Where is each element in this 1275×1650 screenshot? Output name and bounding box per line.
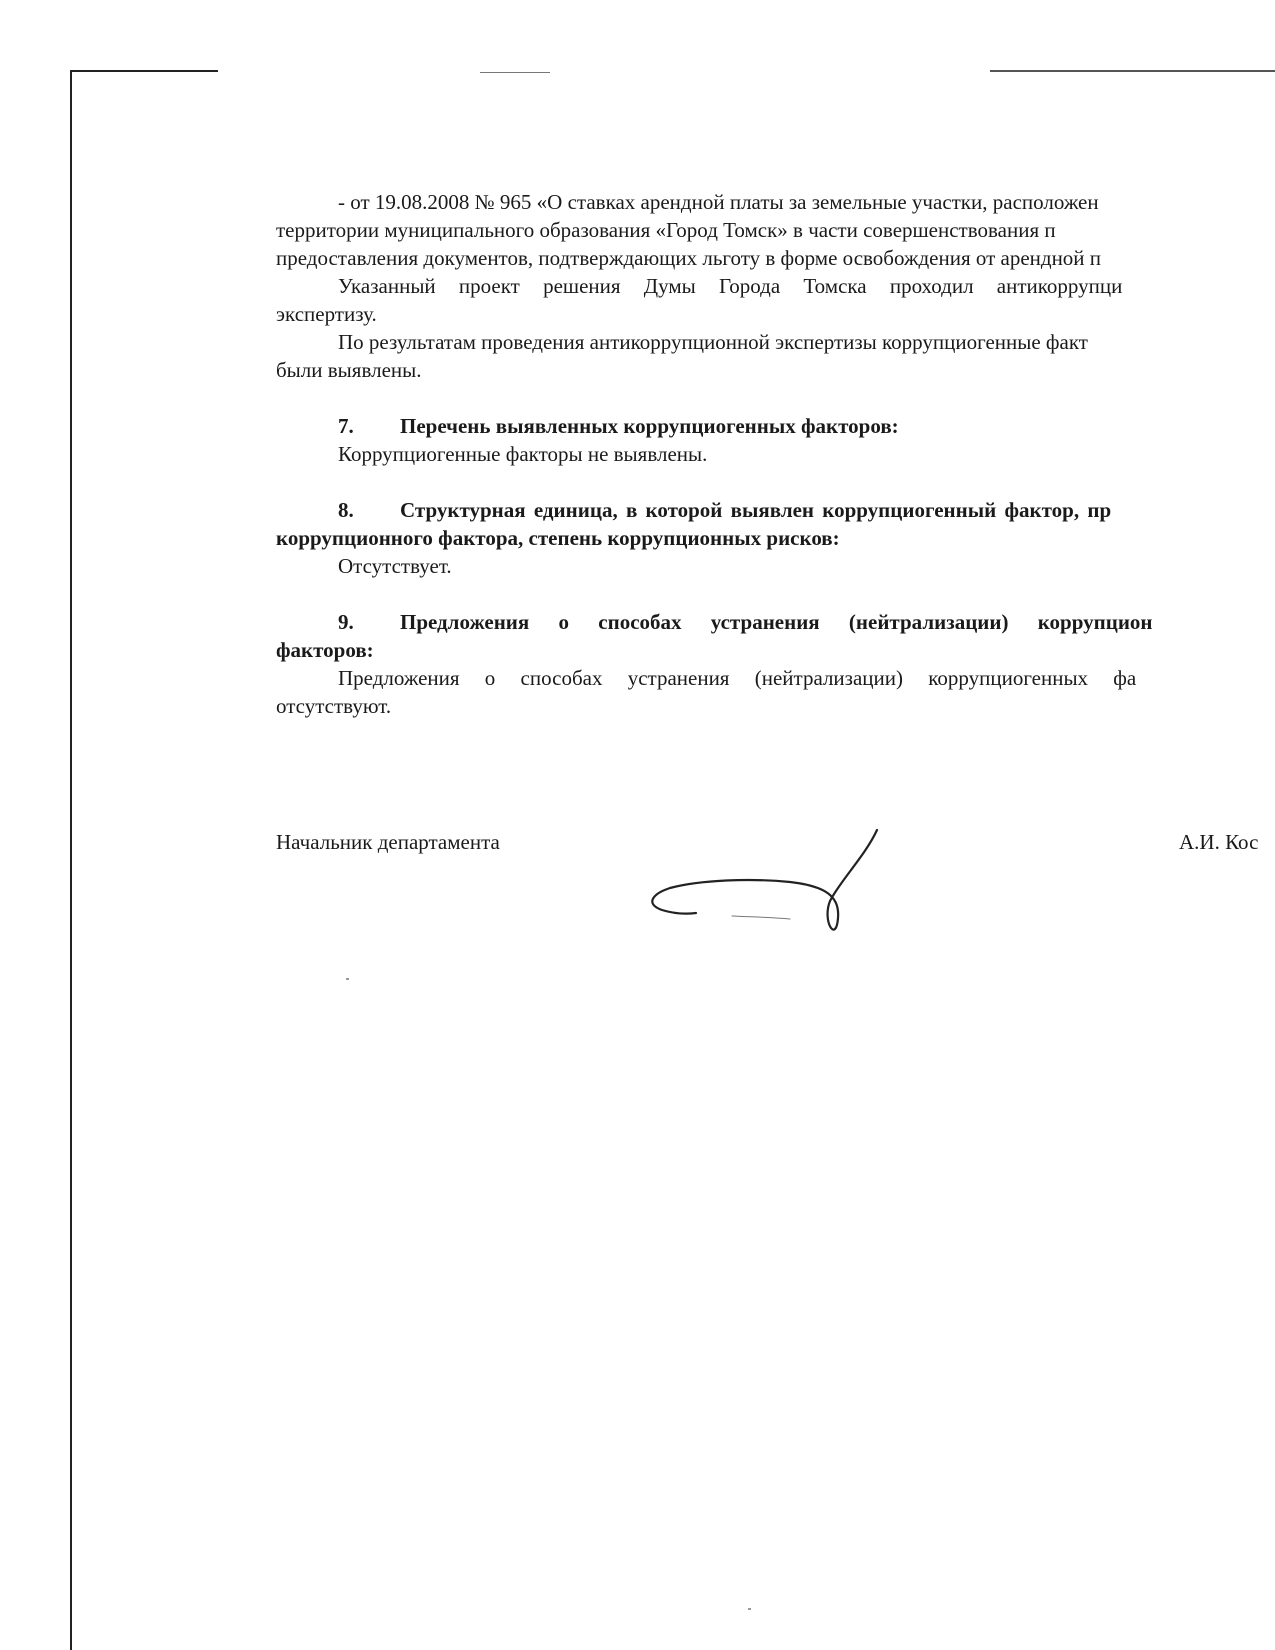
para2-line1: Указанный проект решения Думы Города Томска проходил антикоррупци [338, 274, 1123, 298]
para3-line2: были выявлены. [276, 358, 422, 382]
section8-heading-line2: коррупционного фактора, степень коррупционных рисков: [276, 526, 840, 550]
scan-speck [346, 978, 349, 980]
section8-heading [276, 496, 1275, 524]
section7-heading-text: Перечень выявленных коррупциогенных факторов: [400, 414, 899, 438]
para1-line3: предоставления документов, подтверждающих льготу в форме освобождения от арендной п [276, 246, 1102, 270]
scan-speck [748, 1608, 751, 1610]
signatory-name: А.И. Кос [1179, 830, 1259, 854]
section8-heading-line1: Структурная единица, в которой выявлен коррупциогенный фактор, пр [400, 498, 1112, 522]
section7-heading [276, 412, 1275, 440]
scan-border-left [70, 70, 72, 1650]
scan-border-top-left [70, 70, 218, 72]
para1-line1: - от 19.08.2008 № 965 «О ставках арендной платы за земельные участки, расположен [338, 190, 1099, 214]
section9-number: 9. [338, 610, 354, 634]
para3-line1: По результатам проведения антикоррупционной экспертизы коррупциогенные факт [338, 330, 1088, 354]
handwritten-signature [640, 826, 890, 936]
para1-line2: территории муниципального образования «Город Томск» в части совершенствования п [276, 218, 1056, 242]
signatory-role: Начальник департамента [276, 830, 500, 854]
para2-line2: экспертизу. [276, 302, 377, 326]
section7-body: Коррупциогенные факторы не выявлены. [338, 442, 708, 466]
scan-border-top-right [990, 70, 1275, 72]
section9-heading [276, 608, 1275, 636]
section9-heading-line2: факторов: [276, 638, 374, 662]
section9-body-line2: отсутствуют. [276, 694, 392, 718]
document-body [276, 188, 1275, 720]
section9-heading-line1: Предложения о способах устранения (нейтрализации) коррупцион [400, 610, 1153, 634]
section7-number: 7. [338, 414, 354, 438]
section9-body-line1: Предложения о способах устранения (нейтрализации) коррупциогенных фа [338, 666, 1137, 690]
section8-number: 8. [338, 498, 354, 522]
section8-body: Отсутствует. [338, 554, 452, 578]
scan-mark-top [480, 72, 550, 73]
